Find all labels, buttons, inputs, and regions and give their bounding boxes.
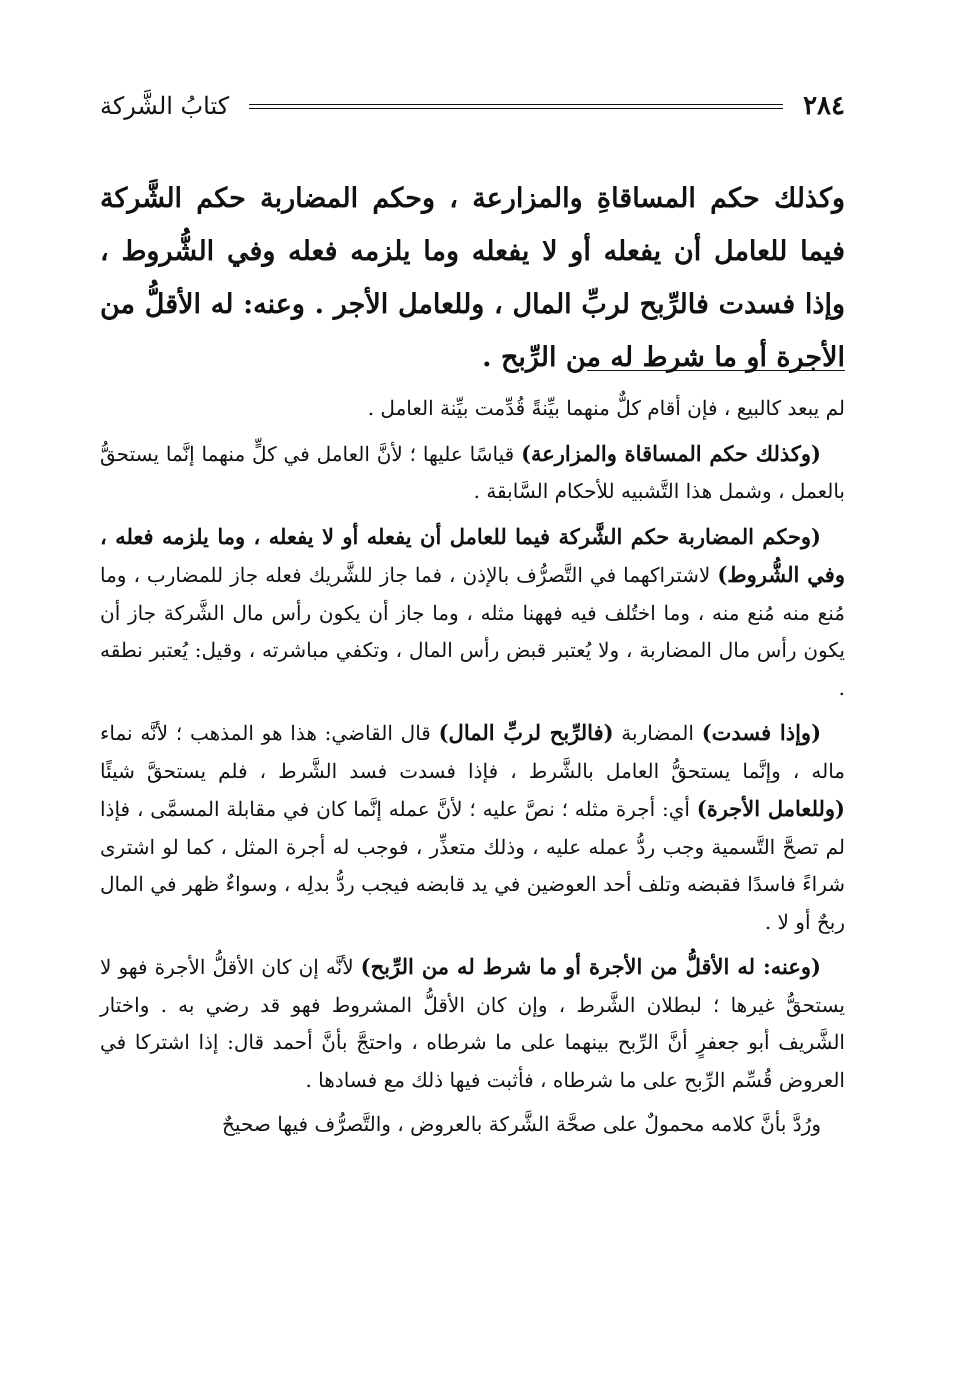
commentary-paragraph bbox=[100, 948, 845, 1099]
commentary-paragraph bbox=[100, 518, 845, 708]
commentary-text: لاشتراكهما في التَّصرُّف بالإذن ، فما جاز للشَّريك فعله جاز للمضارب ، وما مُنع منه مُنع منه ، وما اختُلف فيه فههنا مثله ، وما جاز أن يكون رأس مال الشَّركة جاز أن يكون رأس مال المضاربة ، ولا يُعتبر قبض رأس المال ، وتكفي مباشرته ، وقيل: يُعتبر نطقه . bbox=[100, 563, 845, 700]
commentary-paragraph bbox=[100, 714, 845, 941]
main-text: وكذلك حكم المساقاةِ والمزارعة ، وحكم المضاربة حكم الشَّركة فيما للعامل أن يفعله أو لا يفعله وما يلزمه فعله وفي الشُّروط ، وإذا فسدت فالرِّبح لربِّ المال ، وللعامل الأجر . وعنه: له الأقلُّ من الأجرة أو ما شرط له من الرِّبح . bbox=[100, 183, 845, 373]
commentary-paragraph bbox=[100, 390, 845, 428]
quoted-matn: (وإذا فسدت) bbox=[701, 720, 822, 745]
commentary-text: ورُدَّ بأنَّ كلامه محمولٌ على صحَّة الشَّركة بالعروض ، والتَّصرُّف فيها صحيحٌ bbox=[222, 1112, 821, 1136]
commentary-text: قياسًا عليها ؛ لأنَّ العامل في كلٍّ منهما إنَّما يستحقُّ بالعمل ، وشمل هذا التَّشبيه للأحكام السَّابقة . bbox=[100, 441, 845, 503]
commentary-text: لأنَّه إن كان الأقلُّ الأجرة فهو لا يستحقُّ غيرها ؛ لبطلان الشَّرط ، وإن كان الأقلُّ المشروط فهو قد رضي به . واختار الشَّريف أبو جعفرٍ أنَّ الرِّبح بينهما على ما شرطاه ، واحتجَّ بأنَّ أحمد قال: إذا اشتركا في العروض قُسِّم الرِّبح على ما شرطاه ، فأثبت فيها ذلك مع فسادها . bbox=[100, 955, 845, 1092]
commentary bbox=[100, 390, 845, 1151]
page-header bbox=[100, 86, 845, 126]
page-number: ٢٨٤ bbox=[803, 91, 845, 121]
quoted-matn: (وحكم المضاربة حكم الشَّركة فيما للعامل أن يفعله أو لا يفعله ، وما يلزمه فعله ، وفي الشُّروط) bbox=[100, 523, 845, 587]
commentary-text: المضاربة bbox=[613, 721, 702, 745]
quoted-matn: (وكذلك حكم المساقاة والمزارعة) bbox=[521, 440, 821, 466]
quoted-matn: (فالرِّبح لربِّ المال) bbox=[438, 720, 614, 745]
quoted-matn: (وعنه: له الأقلُّ من الأجرة أو ما شرط له من الرِّبح) bbox=[360, 954, 821, 979]
book-title: كتابُ الشَّركة bbox=[100, 92, 230, 120]
quoted-matn: (وللعامل الأجرة) bbox=[696, 796, 845, 821]
commentary-text: أي: أجرة مثله ؛ نصَّ عليه ؛ لأنَّ عمله إنَّما كان في مقابلة المسمَّى ، فإذا لم تصحَّ التَّسمية وجب ردُّ عمله عليه ، وذلك متعذِّر ، فوجب له أجرة المثل ، كما لو اشترى شراءً فاسدًا فقبضه وتلف أحد العوضين في يد قابضه فيجب ردُّ بدلِه ، وسواءٌ ظهر في المال ربحٌ أو لا . bbox=[100, 797, 845, 934]
commentary-paragraph bbox=[100, 1106, 845, 1144]
header-rule bbox=[249, 104, 783, 109]
commentary-text: قال القاضي: هذا هو المذهب ؛ لأنَّه نماء ماله ، وإنَّما يستحقُّ العامل بالشَّرط ، فإذا فسدت فسد الشَّرط ، فلم يستحقَّ شيئًا bbox=[100, 721, 845, 783]
commentary-text: لم يبعد كالبيع ، فإن أقام كلٌّ منهما بيِّنةً قُدِّمت بيِّنة العامل . bbox=[367, 396, 845, 420]
commentary-paragraph bbox=[100, 435, 845, 511]
footnote-divider bbox=[587, 370, 845, 371]
